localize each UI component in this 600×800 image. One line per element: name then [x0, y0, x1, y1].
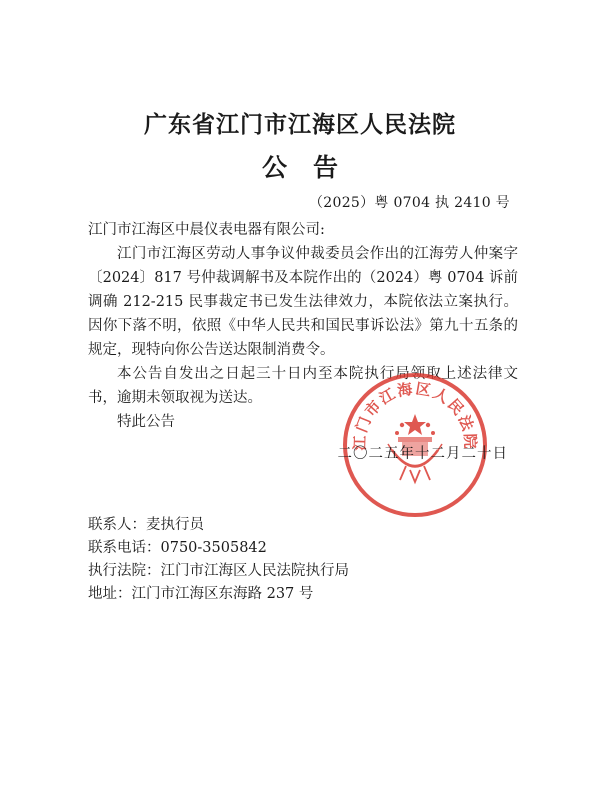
issue-date: 二〇二五年十二月二十日 [337, 446, 508, 462]
paragraph-main: 江门市江海区劳动人事争议仲裁委员会作出的江海劳人仲案字〔2024〕817 号仲裁调解书及本院作出的（2024）粤 0704 诉前调确 212-215 民事裁定书已发生法律效力，本院依法立案执行。因你下落不明，依照《中华人民共和国民事诉讼法》第九十五条的规定，现特向你公告送达限制消费令。 [88, 246, 518, 358]
executing-court: 执行法院：江门市江海区人民法院执行局 [88, 563, 349, 579]
notice-title: 公告 [261, 153, 364, 182]
addressee: 江门市江海区中晨仪表电器有限公司: [88, 222, 325, 238]
seal-text: 江门市江海区人民法院 [350, 379, 480, 451]
paragraph-deadline: 本公告自发出之日起三十日内至本院执行局领取上述法律文书，逾期未领取视为送达。 [88, 366, 518, 406]
case-number: （2025）粤 0704 执 2410 号 [309, 195, 510, 211]
contact-person: 联系人：麦执行员 [88, 517, 204, 533]
court-name-heading: 广东省江门市江海区人民法院 [144, 112, 456, 138]
contact-phone: 联系电话：0750-3505842 [88, 540, 267, 556]
paragraph-closing: 特此公告 [117, 414, 175, 430]
court-address: 地址：江门市江海区东海路 237 号 [88, 586, 314, 602]
contact-info [88, 514, 349, 606]
